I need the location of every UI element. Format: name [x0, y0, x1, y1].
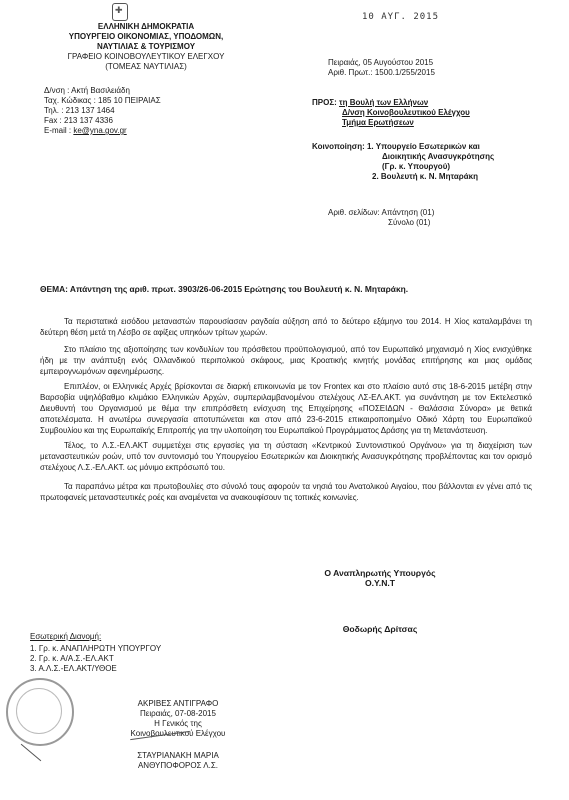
certifier-name: ΣΤΑΥΡΙΑΝΑΚΗ ΜΑΡΙΑ [137, 751, 219, 760]
page-count [328, 208, 434, 228]
certified-line: Κοινοβουλευτικού Ελέγχου [130, 729, 226, 738]
body-paragraph: Τέλος, το Λ.Σ.-ΕΛ.ΑΚΤ συμμετέχει στις εργασίες για τη σύσταση «Κεντρικού Συντονιστικού Οργάνου» για τη διαχείριση των μεταναστευτικών ροών, υπό τον συντονισμό του Υπουργείου Εσωτερικών και Διοικητικής Ανασυγκρότησης προβλέποντας και τον ορισμό στελέχους Λ.Σ.-ΕΛ.ΑΚΤ. ως μόνιμο εκπρόσωπό του. [40, 441, 532, 472]
cc-line: Διοικητικής Ανασυγκρότησης [382, 152, 495, 161]
cc-label: Κοινοποίηση: [312, 142, 365, 151]
distribution-item: 3. Α.Λ.Σ.-ΕΛ.ΑΚΤ/ΥΘΟΕ [30, 664, 117, 673]
certified-line: ΑΚΡΙΒΕΣ ΑΝΤΙΓΡΑΦΟ [137, 699, 219, 708]
coat-of-arms-icon [112, 3, 128, 21]
postcode: Ταχ. Κώδικας : 185 10 ΠΕΙΡΑΙΑΣ [44, 96, 161, 105]
page-count-line: Αριθ. σελίδων: Απάντηση (01) [328, 208, 435, 217]
official-seal-icon [6, 678, 74, 746]
distribution-item: 2. Γρ. κ. Α/Α.Σ.-ΕΛ.ΑΚΤ [30, 654, 114, 663]
letter-body [40, 316, 532, 503]
signature-block [300, 568, 460, 634]
page-count-line: Σύνολο (01) [388, 218, 431, 227]
letterhead-line: ΥΠΟΥΡΓΕΙΟ ΟΙΚΟΝΟΜΙΑΣ, ΥΠΟΔΟΜΩΝ, [68, 32, 224, 41]
signatory-role: Ο Αναπληρωτής Υπουργός [324, 568, 436, 578]
letterhead-line: (ΤΟΜΕΑΣ ΝΑΥΤΙΛΙΑΣ) [105, 62, 187, 71]
certified-copy-block [108, 699, 248, 771]
address: Δ/νση : Ακτή Βασιλειάδη [44, 86, 130, 95]
email-link[interactable]: ke@yna.gov.gr [73, 126, 127, 135]
cc-block [312, 142, 494, 182]
contact-block [44, 86, 161, 136]
certifier-rank: ΑΝΘΥΠΟΦΟΡΟΣ Λ.Σ. [137, 761, 219, 770]
cc-line: 1. Υπουργείο Εσωτερικών και [366, 142, 480, 151]
recipient-line: Δ/νση Κοινοβουλευτικού Ελέγχου [342, 108, 470, 117]
handwritten-check-mark [21, 744, 42, 761]
body-paragraph: Τα περιστατικά εισόδου μεταναστών παρουσίασαν ραγδαία αύξηση από το δεύτερο εξάμηνο του 2014. Η Χίος καταλαμβάνει τη δεύτερη θέση μετά τη Λέσβο σε αφίξεις υπηκόων τρίτων χωρών. [40, 317, 532, 337]
letterhead-line: ΕΛΛΗΝΙΚΗ ΔΗΜΟΚΡΑΤΙΑ [97, 22, 195, 31]
certified-line: Η Γενικός της [154, 719, 202, 728]
recipient-block [312, 98, 470, 128]
certified-line: Πειραιάς, 07-08-2015 [140, 709, 216, 718]
received-date-stamp: 10 ΑΥΓ. 2015 [362, 12, 440, 22]
letterhead [36, 22, 256, 72]
body-paragraph: Τα παραπάνω μέτρα και πρωτοβουλίες στο σύνολό τους αφορούν τα νησιά του Ανατολικού Αιγαίου, που βάλλονται εν γένει από τις πρωτοφανείς μεταναστευτικές ροές και αναμένεται να ανακουφίσουν τις τοπικές κοινωνίες. [40, 482, 532, 502]
protocol-number: Αριθ. Πρωτ.: 1500.1/255/2015 [328, 68, 435, 77]
subject-line: ΘΕΜΑ: Απάντηση της αριθ. πρωτ. 3903/26-06-2015 Ερώτησης του Βουλευτή κ. Ν. Μηταράκη. [40, 284, 409, 294]
cc-line: (Γρ. κ. Υπουργού) [382, 162, 451, 171]
signatory-org: Ο.Υ.Ν.Τ [364, 578, 396, 588]
place-date: Πειραιάς, 05 Αυγούστου 2015 [328, 58, 434, 67]
email-label: E-mail : [44, 126, 74, 135]
phone: Τηλ. : 213 137 1464 [44, 106, 115, 115]
document-meta [328, 58, 435, 78]
signatory-name: Θοδωρής Δρίτσας [342, 624, 418, 634]
body-paragraph: Επιπλέον, οι Ελληνικές Αρχές βρίσκονται σε διαρκή επικοινωνία με τον Frontex και στο πλαίσιο αυτό στις 18-6-2015 μετέβη στην Βαρσοβία υψηλόβαθμο κλιμάκιο Ελληνικών Αρχών, συμπεριλαμβανομένου στελέχους ΛΣ-ΕΛ.ΑΚΤ. για συνάντηση με τον Εκτελεστικό Διευθυντή του Οργανισμού με θέμα την επιπρόσθετη ενίσχυση της Επιχείρησης «ΠΟΣΕΙΔΩΝ - Θαλάσσια Σύνορα» με θετικά αποτελέσματα. Η ανωτέρω συνεργασία αποτυπώνεται και στον από 23-6-2015 επικαιροποιημένο Οδικό Χάρτη του Ευρωπαϊκού Συμβουλίου και της Ευρωπαϊκής Επιτροπής για την υλοποίηση του Ευρωπαϊκού Προγράμματος Δράσης για τη Μετανάστευση. [40, 382, 532, 435]
letterhead-line: ΝΑΥΤΙΛΙΑΣ & ΤΟΥΡΙΣΜΟΥ [96, 42, 196, 51]
cc-line: 2. Βουλευτή κ. Ν. Μηταράκη [372, 172, 478, 181]
body-paragraph: Στο πλαίσιο της αξιοποίησης των κονδυλίων του πρόσθετου προϋπολογισμού, από τον Ευρωπαϊκό μηχανισμό η Χίος ενισχύθηκε ήδη με την ανάπτυξη ενός Ολλανδικού περιπολικού σκάφους, μιας Κροατικής κινητής μονάδας επιτήρησης και μιας ομάδας εμπειρογνωμόνων αφενημέρωσης. [40, 345, 532, 376]
recipient-label: ΠΡΟΣ: [312, 98, 337, 107]
fax: Fax : 213 137 4336 [44, 116, 113, 125]
distribution-title: Εσωτερική Διανομή: [30, 632, 102, 641]
recipient-line: Τμήμα Ερωτήσεων [342, 118, 414, 127]
distribution-item: 1. Γρ. κ. ΑΝΑΠΛΗΡΩΤΗ ΥΠΟΥΡΓΟΥ [30, 644, 162, 653]
internal-distribution [30, 632, 161, 674]
letterhead-line: ΓΡΑΦΕΙΟ ΚΟΙΝΟΒΟΥΛΕΥΤΙΚΟΥ ΕΛΕΓΧΟΥ [67, 52, 225, 61]
recipient-line: τη Βουλή των Ελλήνων [339, 98, 429, 107]
